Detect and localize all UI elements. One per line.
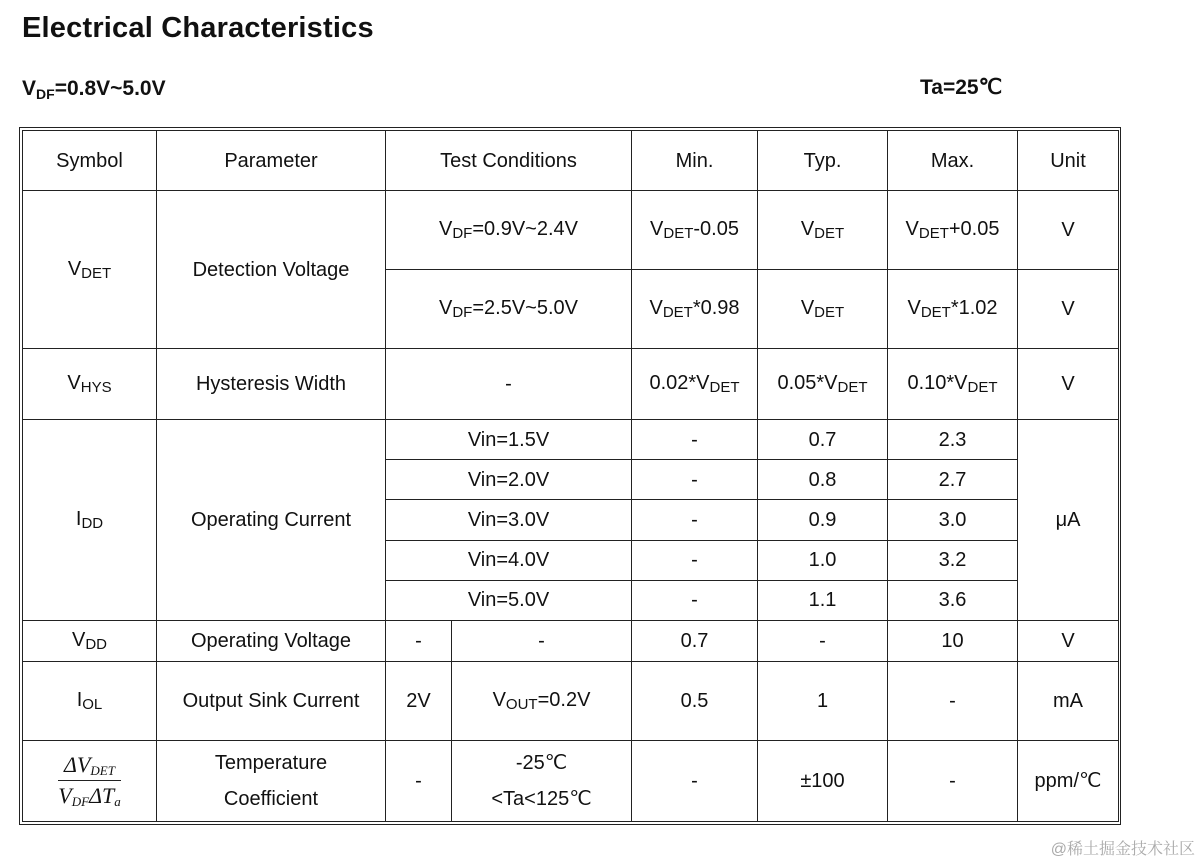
vdd-max: 10: [888, 620, 1018, 661]
table-row: [23, 740, 1119, 821]
table-row: [23, 349, 1119, 420]
header-typ: Typ.: [758, 131, 888, 191]
idd-max: 3.0: [888, 500, 1018, 540]
idd-min: -: [632, 460, 758, 500]
idd-cond: Vin=4.0V: [386, 540, 632, 580]
vdet-min-1: $V_{DET}-0.05$: [632, 191, 758, 270]
iol-unit: mA: [1018, 661, 1119, 740]
vdd-cond-b: -: [452, 620, 632, 661]
idd-symbol: $I_{DD}$: [23, 420, 157, 620]
idd-cond: Vin=5.0V: [386, 580, 632, 620]
vdet-symbol: $V_{DET}$: [23, 191, 157, 349]
idd-max: 2.3: [888, 420, 1018, 460]
idd-cond: Vin=1.5V: [386, 420, 632, 460]
tc-min: -: [632, 740, 758, 821]
idd-typ: 1.1: [758, 580, 888, 620]
idd-parameter: Operating Current: [157, 420, 386, 620]
tc-cond-a: -: [386, 740, 452, 821]
vdd-cond-a: -: [386, 620, 452, 661]
vdd-unit: V: [1018, 620, 1119, 661]
tc-parameter: Temperature Coefficient: [157, 740, 386, 821]
vdet-max-2: $V_{DET}*1.02$: [888, 270, 1018, 349]
page-title: Electrical Characteristics: [22, 12, 374, 44]
vhys-unit: V: [1018, 349, 1119, 420]
idd-min: -: [632, 540, 758, 580]
table-row: [23, 661, 1119, 740]
header-unit: Unit: [1018, 131, 1119, 191]
idd-min: -: [632, 500, 758, 540]
header-parameter: Parameter: [157, 131, 386, 191]
idd-max: 2.7: [888, 460, 1018, 500]
vdet-min-2: $V_{DET}*0.98$: [632, 270, 758, 349]
vdet-cond-1: $V_{DF}=0.9V\sim 2.4V$: [386, 191, 632, 270]
vhys-typ: $0.05*V_{DET}$: [758, 349, 888, 420]
tc-cond-b: -25℃ <Ta<125℃: [452, 740, 632, 821]
iol-cond-b: $V_{OUT}=0.2V$: [452, 661, 632, 740]
idd-min: -: [632, 580, 758, 620]
tc-unit: ppm/℃: [1018, 740, 1119, 821]
idd-cond: Vin=2.0V: [386, 460, 632, 500]
table-row: [23, 420, 1119, 460]
vdet-max-1: $V_{DET}+0.05$: [888, 191, 1018, 270]
vdet-cond-2: $V_{DF}=2.5V\sim 5.0V$: [386, 270, 632, 349]
idd-typ: 1.0: [758, 540, 888, 580]
tc-fraction: $\frac{\Delta V_{DET}}{V_{DF}\Delta T_a}$: [58, 751, 121, 810]
vdd-parameter: Operating Voltage: [157, 620, 386, 661]
header-symbol: Symbol: [23, 131, 157, 191]
tc-symbol: [23, 740, 157, 821]
watermark: @稀土掘金技术社区: [1050, 841, 1195, 858]
iol-typ: 1: [758, 661, 888, 740]
vdet-parameter: Detection Voltage: [157, 191, 386, 349]
header-max: Max.: [888, 131, 1018, 191]
vdet-unit-1: V: [1018, 191, 1119, 270]
iol-parameter: Output Sink Current: [157, 661, 386, 740]
vhys-min: $0.02*V_{DET}$: [632, 349, 758, 420]
vhys-parameter: Hysteresis Width: [157, 349, 386, 420]
iol-symbol: $I_{OL}$: [23, 661, 157, 740]
idd-min: -: [632, 420, 758, 460]
idd-unit: μA: [1018, 420, 1119, 620]
table-row: [23, 191, 1119, 270]
idd-typ: 0.9: [758, 500, 888, 540]
vdd-min: 0.7: [632, 620, 758, 661]
vdd-symbol: $V_{DD}$: [23, 620, 157, 661]
idd-max: 3.6: [888, 580, 1018, 620]
iol-min: 0.5: [632, 661, 758, 740]
vdf-condition: $V_{DF}=0.8V\sim 5.0V$: [22, 77, 166, 102]
tc-typ: ±100: [758, 740, 888, 821]
ta-condition: Ta=25℃: [920, 76, 1003, 99]
characteristics-table-frame: [19, 127, 1121, 825]
characteristics-table: [22, 130, 1119, 822]
idd-cond: Vin=3.0V: [386, 500, 632, 540]
header-row: [23, 131, 1119, 191]
idd-typ: 0.8: [758, 460, 888, 500]
vdet-typ-2: $V_{DET}$: [758, 270, 888, 349]
vdet-typ-1: $V_{DET}$: [758, 191, 888, 270]
idd-max: 3.2: [888, 540, 1018, 580]
vhys-symbol: $V_{HYS}$: [23, 349, 157, 420]
vdd-typ: -: [758, 620, 888, 661]
vhys-max: $0.10*V_{DET}$: [888, 349, 1018, 420]
table-row: [23, 620, 1119, 661]
iol-max: -: [888, 661, 1018, 740]
iol-cond-a: 2V: [386, 661, 452, 740]
vdet-unit-2: V: [1018, 270, 1119, 349]
idd-typ: 0.7: [758, 420, 888, 460]
tc-max: -: [888, 740, 1018, 821]
vhys-cond: -: [386, 349, 632, 420]
header-test-conditions: Test Conditions: [386, 131, 632, 191]
header-min: Min.: [632, 131, 758, 191]
